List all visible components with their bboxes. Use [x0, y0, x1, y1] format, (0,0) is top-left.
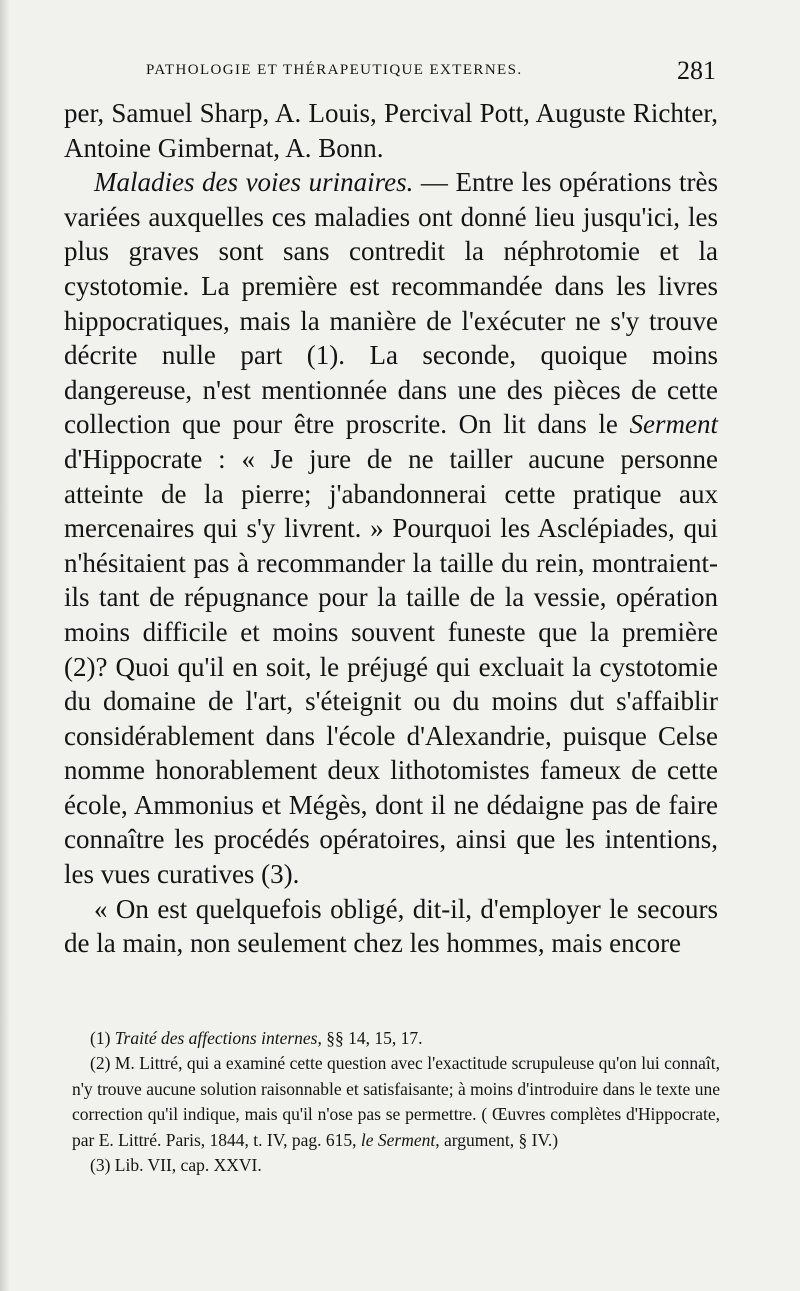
footnote-1-rest: , §§ 14, 15, 17.	[317, 1028, 423, 1048]
page-number: 281	[677, 56, 716, 85]
paragraph-quotation	[64, 892, 718, 961]
footnote-2-text-a: (2) M. Littré, qui a examiné cette question avec l'exactitude scrupuleuse qu'on lui connaît, n'y trouve aucune solution raisonnable et satisfaisante; à moins d'introduire dans le texte une correction qu'il indique, mais qu'il n'ose pas se permettre. ( Œuvres complètes d'Hippocrate, par E. Littré. Paris, 1844, t. IV, pag. 615,	[72, 1053, 720, 1150]
footnote-3-text: (3) Lib. VII, cap. XXVI.	[90, 1155, 262, 1176]
paragraph-2-text-a: — Entre les opérations très variées auxquelles ces maladies ont donné lieu jusqu'ici, les plus graves sont sans contredit la néphrotomie et la cystotomie. La première est recommandée dans les livres hippocratiques, mais la manière de l'exécuter ne s'y trouve décrite nulle part (1). La seconde, quoique moins dangereuse, n'est mentionnée dans une des pièces de cette collection que pour être proscrite. On lit dans le	[64, 167, 718, 440]
paragraph-urinary	[64, 165, 718, 891]
paragraph-1-text: per, Samuel Sharp, A. Louis, Percival Pott, Auguste Richter, Antoine Gimbernat, A. Bonn.	[64, 98, 718, 163]
section-heading: Maladies des voies urinaires.	[94, 167, 414, 198]
footnotes	[72, 1026, 720, 1178]
paragraph-3-text: « On est quelquefois obligé, dit-il, d'employer le secours de la main, non seulement chez les hommes, mais encore	[64, 893, 718, 959]
footnote-1	[72, 1026, 720, 1051]
footnote-1-marker: (1)	[90, 1028, 115, 1048]
page-header	[146, 56, 716, 86]
footnote-3	[72, 1153, 720, 1178]
paragraph-2-text-b: d'Hippocrate : « Je jure de ne tailler aucune personne atteinte de la pierre; j'abandonnerai cette pratique aux mercenaires qui s'y livrent. » Pourquoi les Asclépiades, qui n'hésitaient pas à recommander la taille du rein, montraient-ils tant de répugnance pour la taille de la vessie, opération moins difficile et moins souvent funeste que la première (2)? Quoi qu'il en soit, le préjugé qui excluait la cystotomie du domaine de l'art, s'éteignit ou du moins dut s'affaiblir considérablement dans l'école d'Alexandrie, puisque Celse nomme honorablement deux lithotomistes fameux de cette école, Ammonius et Mégès, dont il ne dédaigne pas de faire connaître les procédés opératoires, ainsi que les intentions, les vues curatives (3).	[64, 443, 718, 890]
footnote-1-title: Traité des affections internes	[114, 1028, 318, 1048]
serment-title: Serment	[629, 409, 718, 440]
footnote-2-title: le Serment	[360, 1129, 436, 1150]
main-text	[64, 96, 718, 961]
running-head: PATHOLOGIE ET THÉRAPEUTIQUE EXTERNES.	[146, 62, 523, 78]
footnote-2	[72, 1051, 720, 1153]
footnote-2-text-b: , argument, § IV.)	[435, 1129, 559, 1150]
paragraph-continuation	[64, 96, 718, 165]
